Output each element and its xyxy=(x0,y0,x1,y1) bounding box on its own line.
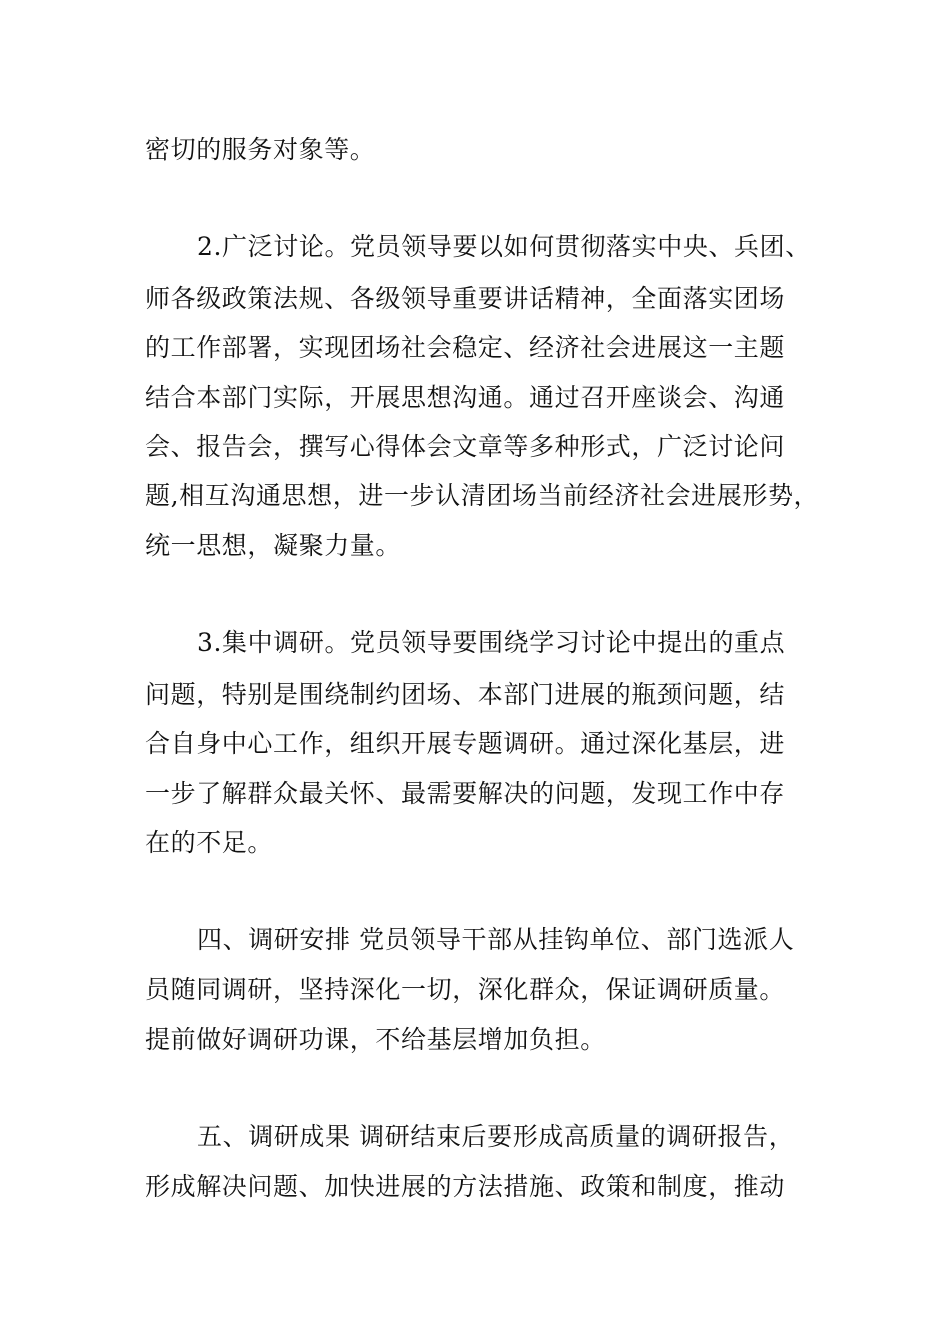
paragraph-3-line-3: 合自身中心工作，组织开展专题调研。通过深化基层，进 xyxy=(145,729,786,758)
paragraph-2-line-4: 结合本部门实际，开展思想沟通。通过召开座谈会、沟通 xyxy=(145,383,786,412)
paragraph-2-line-1: 2.广泛讨论。党员领导要以如何贯彻落实中央、兵团、 xyxy=(197,232,811,261)
paragraph-2-line-5: 会、报告会，撰写心得体会文章等多种形式，广泛讨论问 xyxy=(145,432,786,461)
section-4-line-2: 员随同调研，坚持深化一切，深化群众，保证调研质量。 xyxy=(145,975,786,1004)
paragraph-1-line-end: 密切的服务对象等。 xyxy=(145,135,376,164)
section-5-line-1: 五、调研成果 调研结束后要形成高质量的调研报告， xyxy=(197,1122,795,1151)
paragraph-3-line-1: 3.集中调研。党员领导要围绕学习讨论中提出的重点 xyxy=(197,628,786,657)
paragraph-2-line-2: 师各级政策法规、各级领导重要讲话精神，全面落实团场 xyxy=(145,284,786,313)
paragraph-3-line-5: 在的不足。 xyxy=(145,828,274,857)
paragraph-3-line-4: 一步了解群众最关怀、最需要解决的问题，发现工作中存 xyxy=(145,779,786,808)
section-5-line-2: 形成解决问题、加快进展的方法措施、政策和制度，推动 xyxy=(145,1172,786,1201)
section-4-line-3: 提前做好调研功课，不给基层增加负担。 xyxy=(145,1025,606,1054)
paragraph-3-line-2: 问题，特别是围绕制约团场、本部门进展的瓶颈问题，结 xyxy=(145,680,786,709)
paragraph-2-line-7: 统一思想，凝聚力量。 xyxy=(145,531,402,560)
paragraph-2-line-6: 题,相互沟通思想，进一步认清团场当前经济社会进展形势， xyxy=(145,481,820,510)
paragraph-2-line-3: 的工作部署，实现团场社会稳定、经济社会进展这一主题 xyxy=(145,333,786,362)
section-4-line-1: 四、调研安排 党员领导干部从挂钩单位、部门选派人 xyxy=(197,925,795,954)
